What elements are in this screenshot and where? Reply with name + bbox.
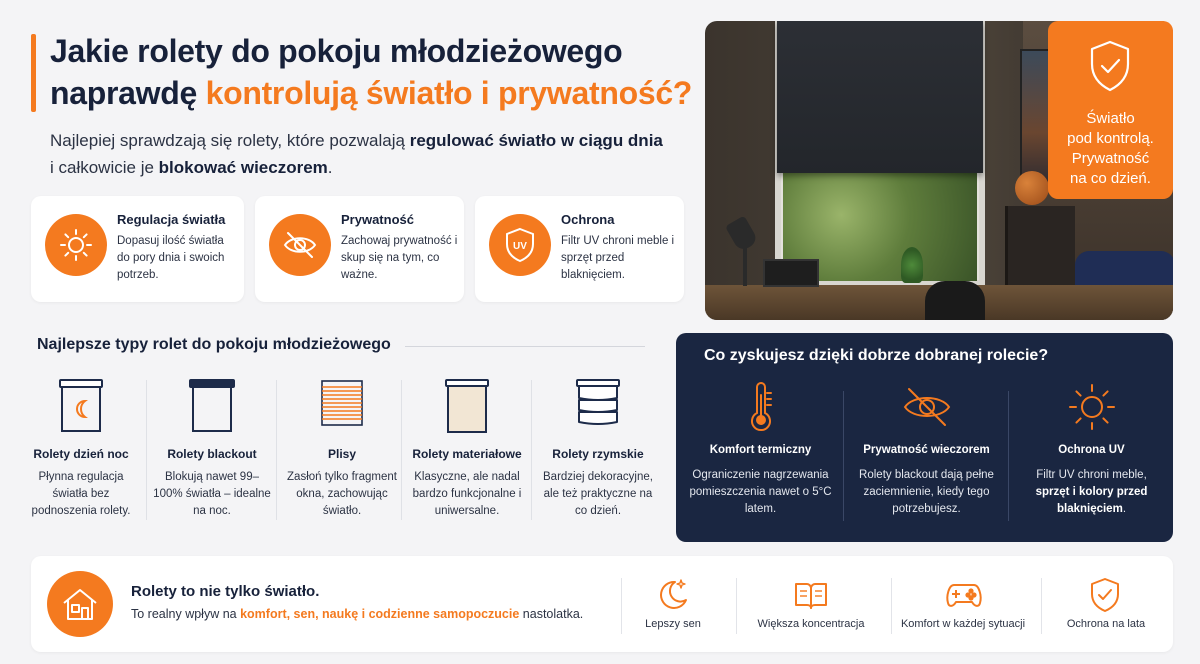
benefits-title: Co zyskujesz dzięki dobrze dobranej rolecie? (704, 347, 1049, 364)
feature-card-light (31, 196, 244, 302)
benefit-name: Prywatność wieczorem (863, 444, 990, 456)
feature-desc: Filtr UV chroni meble i sprzęt przed blaknięciem. (561, 235, 675, 281)
benefit-thermal (678, 377, 843, 537)
promo-line: pod kontrolą. (1067, 130, 1154, 147)
house-icon (47, 571, 113, 637)
photo-laptop (763, 259, 819, 287)
benefit-desc-part: . (1122, 503, 1127, 515)
divider (736, 578, 737, 634)
eye-off-icon (899, 379, 955, 440)
title-accent-bar (31, 34, 36, 112)
type-name: Plisy (327, 447, 357, 461)
bottom-subtext (131, 607, 611, 621)
fabric-blind-icon (442, 378, 492, 439)
bottom-item-sleep (613, 574, 733, 644)
feature-desc: Dopasuj ilość światła do pory dnia i swoich potrzeb. (117, 235, 225, 281)
intro-text (50, 127, 670, 181)
type-pleated (277, 372, 407, 527)
bottom-banner (31, 556, 1173, 652)
bottom-sub-part: nastolatka. (519, 607, 584, 621)
day-night-blind-icon (56, 378, 106, 439)
feature-title: Ochrona (561, 212, 615, 227)
bottom-item-label: Większa koncentracja (757, 618, 865, 630)
bottom-item-label: Ochrona na lata (1066, 618, 1146, 630)
intro-part: Najlepiej sprawdzają się rolety, które pozwalają (50, 131, 410, 150)
page-title (50, 30, 710, 114)
divider (891, 578, 892, 634)
photo-basketball (1015, 171, 1049, 205)
type-desc: Zasłoń tylko fragment okna, zachowując światło. (287, 471, 397, 517)
shield-check-icon (1088, 576, 1122, 619)
bottom-item-protection (1046, 574, 1166, 644)
type-desc: Blokują nawet 99–100% światła – idealne na noc. (153, 471, 271, 517)
feature-desc: Zachowaj prywatność i skup się na tym, co ważne. (341, 235, 458, 281)
title-highlight: kontrolują światło i prywatność? (205, 75, 693, 111)
type-name: Rolety dzień noc (33, 447, 129, 461)
promo-line: na co dzień. (1070, 170, 1151, 187)
benefit-privacy (844, 377, 1009, 537)
pleated-blind-icon (317, 378, 367, 439)
bottom-item-label: Komfort w każdej sytuacji (900, 618, 1026, 630)
benefit-desc: Ograniczenie nagrzewania pomieszczenia nawet o 5°C latem. (689, 469, 832, 515)
benefit-desc: Rolety blackout dają pełne zaciemnienie, kiedy tego potrzebujesz. (859, 469, 994, 515)
bottom-sub-part: To realny wpływ na (131, 607, 241, 621)
uv-shield-icon (489, 214, 551, 276)
roman-blind-icon (573, 378, 623, 439)
bottom-item-focus (751, 574, 871, 644)
bottom-headline: Rolety to nie tylko światło. (131, 583, 320, 600)
type-name: Rolety materiałowe (412, 447, 522, 461)
feature-card-privacy (255, 196, 464, 302)
thermometer-icon (733, 379, 789, 440)
photo-lamp (725, 216, 759, 253)
type-desc: Bardziej dekoracyjne, ale też praktyczne na co dzień. (543, 471, 653, 517)
feature-card-protection (475, 196, 684, 302)
benefit-name: Komfort termiczny (709, 444, 812, 456)
bottom-item-label: Lepszy sen (645, 618, 701, 630)
photo-plant (901, 247, 923, 283)
title-line-1: Jakie rolety do pokoju młodzieżowego (50, 33, 623, 69)
promo-line: Prywatność (1071, 150, 1150, 167)
type-desc: Płynna regulacja światła bez podnoszenia rolety. (31, 471, 131, 517)
svg-text:UV: UV (513, 241, 527, 252)
section-divider (405, 346, 645, 347)
type-day-night (16, 372, 146, 527)
promo-text (1056, 109, 1165, 189)
type-name: Rolety blackout (167, 447, 257, 461)
blackout-blind-icon (187, 378, 237, 439)
type-name: Rolety rzymskie (552, 447, 644, 461)
bottom-sub-highlight: komfort, sen, naukę i codzienne samopoczucie (240, 607, 520, 621)
intro-bold: regulować światło w ciągu dnia (409, 131, 663, 150)
benefit-desc-part: Filtr UV chroni meble, (1036, 469, 1147, 481)
intro-part: i całkowicie je (50, 158, 159, 177)
bottom-item-comfort (900, 574, 1026, 644)
type-fabric (402, 372, 532, 527)
photo-chair (925, 281, 985, 320)
divider (531, 380, 532, 520)
benefit-desc (1019, 467, 1164, 518)
promo-badge (1048, 21, 1173, 199)
type-desc: Klasyczne, ale nadal bardzo funkcjonalne i uniwersalne. (412, 471, 522, 517)
benefits-panel (676, 333, 1173, 542)
moon-stars-icon (655, 576, 691, 617)
feature-title: Prywatność (341, 212, 414, 227)
eye-off-icon (269, 214, 331, 276)
intro-part: . (327, 158, 333, 177)
benefit-name: Ochrona UV (1058, 444, 1125, 456)
benefit-desc-bold: sprzęt i kolory przed blaknięciem (1035, 486, 1148, 515)
title-line-2: naprawdę (50, 75, 206, 111)
gamepad-icon (945, 576, 983, 617)
types-section-title: Najlepsze typy rolet do pokoju młodzieżowego (37, 336, 391, 353)
feature-title: Regulacja światła (117, 212, 226, 227)
sun-icon (45, 214, 107, 276)
sun-icon (1064, 379, 1120, 440)
promo-line: Światło (1086, 110, 1135, 127)
type-roman (533, 372, 663, 527)
shield-check-icon (1087, 39, 1133, 98)
photo-blind (777, 21, 983, 173)
benefit-uv (1009, 377, 1174, 537)
intro-bold: blokować wieczorem (158, 158, 328, 177)
book-icon (793, 576, 829, 617)
type-blackout (147, 372, 277, 527)
